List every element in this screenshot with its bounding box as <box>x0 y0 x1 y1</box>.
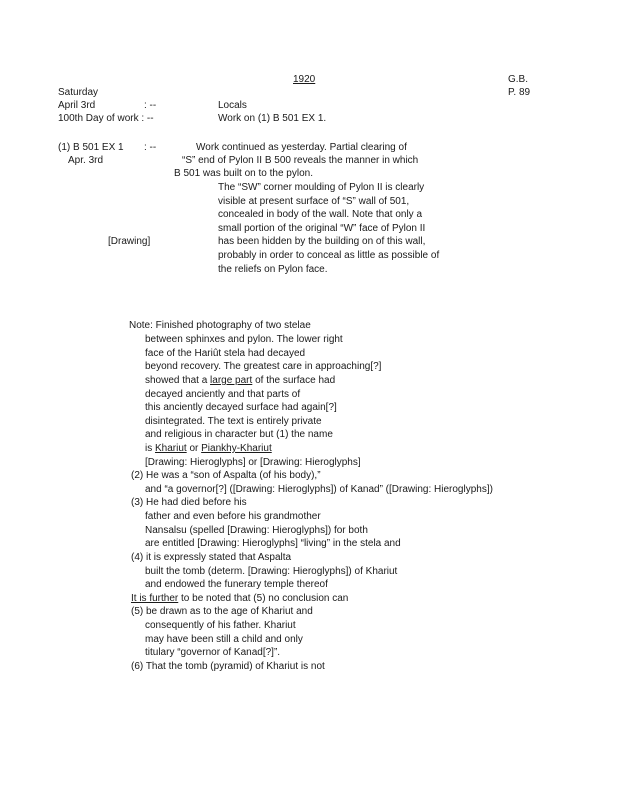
entry-line: Work continued as yesterday. Partial clearing of <box>196 142 407 153</box>
entry-line: small portion of the original “W” face of Pylon II <box>218 223 426 234</box>
page-number: P. 89 <box>508 87 531 98</box>
note-underlined-name: Khariut <box>155 443 187 454</box>
entry-line: concealed in body of the wall. Note that only a <box>218 209 423 220</box>
locals-label: Locals <box>218 100 247 111</box>
note-line: titulary “governor of Kanad[?]”. <box>145 647 281 658</box>
year-heading: 1920 <box>293 74 316 85</box>
entry-line: probably in order to conceal as little as possible of <box>218 250 440 261</box>
note-underlined-text: large part <box>210 375 253 386</box>
note-line: Note: Finished photography of two stelae <box>129 320 311 331</box>
note-line: [Drawing: Hieroglyphs] or [Drawing: Hieroglyphs] <box>145 457 361 468</box>
entry-line: B 501 was built on to the pylon. <box>174 168 313 179</box>
note-line: and “a governor[?] ([Drawing: Hieroglyphs]) of Kanad” ([Drawing: Hieroglyphs]) <box>145 484 493 495</box>
note-text: to be noted that (5) no conclusion can <box>178 593 349 604</box>
weekday: Saturday <box>58 87 99 98</box>
note-line: (6) That the tomb (pyramid) of Khariut is not <box>131 661 325 672</box>
note-line: face of the Hariût stela had decayed <box>145 348 306 359</box>
note-text: showed that a <box>145 375 211 386</box>
note-line: are entitled [Drawing: Hieroglyphs] “living” in the stela and <box>145 538 401 549</box>
entry-line: “S” end of Pylon II B 500 reveals the manner in which <box>182 155 419 166</box>
note-line: (3) He had died before his <box>131 497 247 508</box>
note-text: or <box>186 443 202 454</box>
note-text: is <box>145 443 155 454</box>
date-label: April 3rd <box>58 100 96 111</box>
note-line: disintegrated. The text is entirely private <box>145 416 322 427</box>
note-line: this anciently decayed surface had again[?] <box>145 402 337 413</box>
entry-reference: (1) B 501 EX 1 <box>58 142 124 153</box>
note-line: (4) it is expressly stated that Aspalta <box>131 552 292 563</box>
entry-reference-separator: : -- <box>144 142 157 153</box>
note-line: and religious in character but (1) the name <box>145 429 333 440</box>
note-line <box>131 593 348 605</box>
note-line <box>145 443 272 455</box>
date-separator: : -- <box>144 100 157 111</box>
note-text: of the surface had <box>252 375 336 386</box>
note-line: (2) He was a “son of Aspalta (of his body),” <box>131 470 321 481</box>
note-line: decayed anciently and that parts of <box>145 389 301 400</box>
entry-date: Apr. 3rd <box>68 155 104 166</box>
note-line: beyond recovery. The greatest care in approaching[?] <box>145 361 382 372</box>
note-line: and endowed the funerary temple thereof <box>145 579 328 590</box>
note-line: (5) be drawn as to the age of Khariut and <box>131 606 313 617</box>
note-underlined-name: Piankhy-Khariut <box>201 443 272 454</box>
note-line: may have been still a child and only <box>145 634 303 645</box>
note-line: consequently of his father. Khariut <box>145 620 296 631</box>
work-on: Work on (1) B 501 EX 1. <box>218 113 327 124</box>
day-of-work: 100th Day of work : -- <box>58 113 154 124</box>
note-line: father and even before his grandmother <box>145 511 321 522</box>
entry-line: the reliefs on Pylon face. <box>218 264 328 275</box>
note-underlined-text: It is further <box>131 593 179 604</box>
entry-line: visible at present surface of “S” wall of 501, <box>218 196 410 207</box>
note-line: between sphinxes and pylon. The lower right <box>145 334 343 345</box>
note-line: built the tomb (determ. [Drawing: Hieroglyphs]) of Khariut <box>145 566 398 577</box>
note-line: Nansalsu (spelled [Drawing: Hieroglyphs]) for both <box>145 525 368 536</box>
author-initials: G.B. <box>508 74 529 85</box>
entry-line: The “SW” corner moulding of Pylon II is clearly <box>218 182 425 193</box>
drawing-placeholder: [Drawing] <box>108 236 151 247</box>
note-line <box>145 375 335 387</box>
entry-line: has been hidden by the building on of this wall, <box>218 236 426 247</box>
